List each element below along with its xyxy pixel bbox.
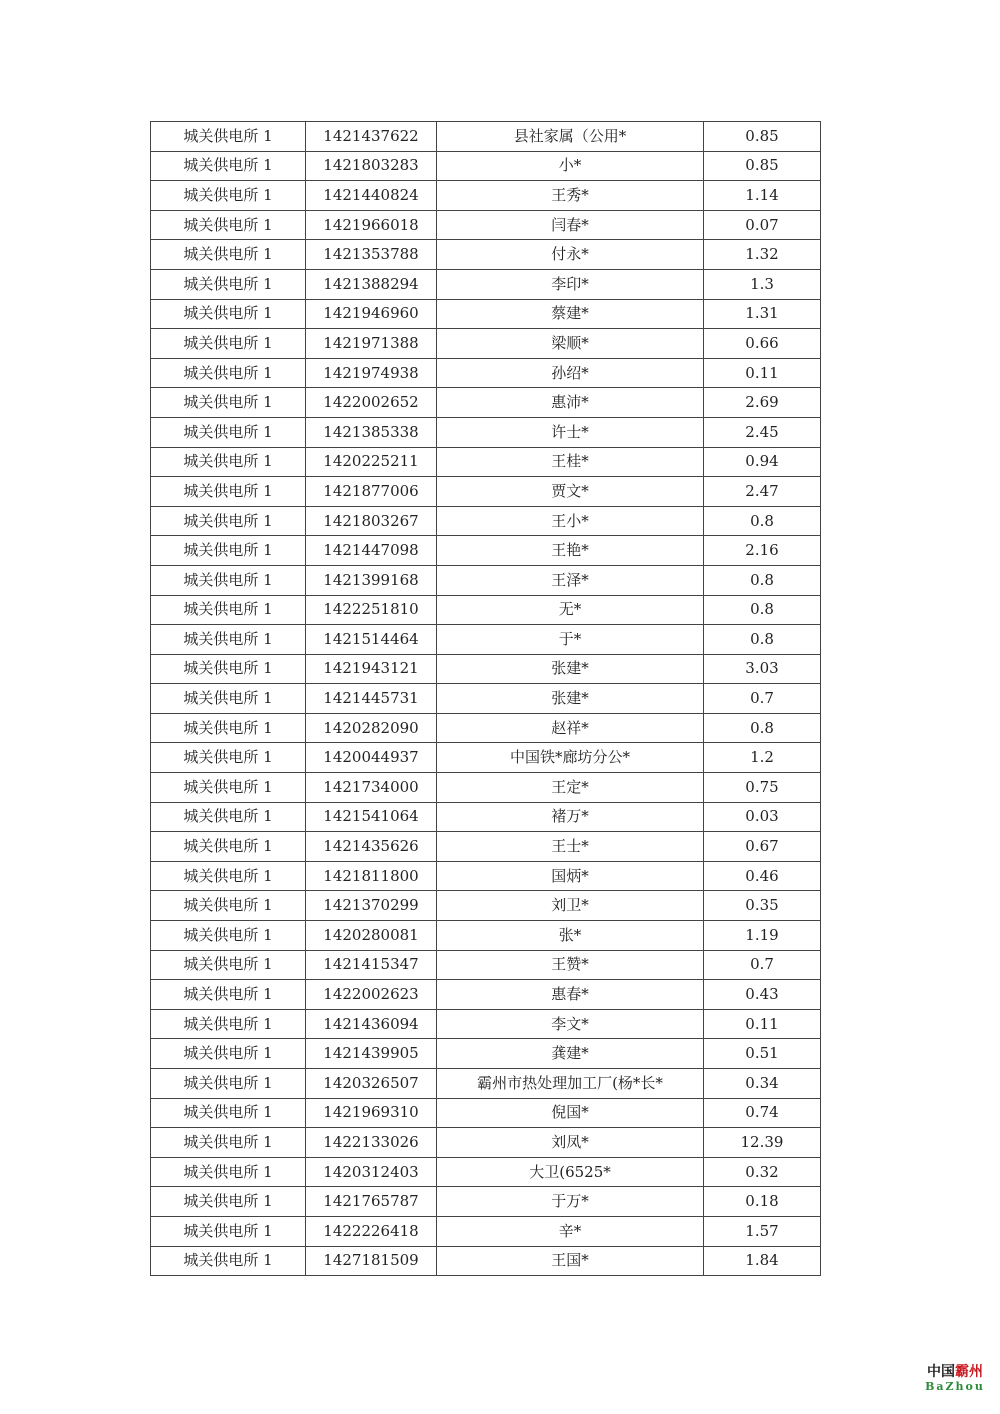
name-cell: 李文* xyxy=(437,1009,704,1039)
value-cell: 0.85 xyxy=(704,151,821,181)
value-cell: 0.94 xyxy=(704,447,821,477)
station-cell: 城关供电所 1 xyxy=(151,832,306,862)
account-cell: 1421445731 xyxy=(306,684,437,714)
account-cell: 1421388294 xyxy=(306,269,437,299)
table-row xyxy=(151,921,821,951)
name-cell: 无* xyxy=(437,595,704,625)
value-cell: 0.32 xyxy=(704,1157,821,1187)
value-cell: 0.46 xyxy=(704,861,821,891)
station-cell: 城关供电所 1 xyxy=(151,417,306,447)
account-cell: 1420326507 xyxy=(306,1069,437,1099)
name-cell: 王赞* xyxy=(437,950,704,980)
account-cell: 1421946960 xyxy=(306,299,437,329)
account-cell: 1420282090 xyxy=(306,713,437,743)
name-cell: 王秀* xyxy=(437,181,704,211)
name-cell: 王士* xyxy=(437,832,704,862)
name-cell: 蔡建* xyxy=(437,299,704,329)
name-cell: 县社家属（公用* xyxy=(437,122,704,152)
account-cell: 1422133026 xyxy=(306,1128,437,1158)
name-cell: 国炳* xyxy=(437,861,704,891)
account-cell: 1420312403 xyxy=(306,1157,437,1187)
account-cell: 1420280081 xyxy=(306,921,437,951)
station-cell: 城关供电所 1 xyxy=(151,1009,306,1039)
station-cell: 城关供电所 1 xyxy=(151,1098,306,1128)
station-cell: 城关供电所 1 xyxy=(151,713,306,743)
name-cell: 辛* xyxy=(437,1216,704,1246)
name-cell: 王艳* xyxy=(437,536,704,566)
table-row xyxy=(151,1069,821,1099)
name-cell: 付永* xyxy=(437,240,704,270)
table-row xyxy=(151,1216,821,1246)
table-row xyxy=(151,565,821,595)
station-cell: 城关供电所 1 xyxy=(151,654,306,684)
table-row xyxy=(151,980,821,1010)
value-cell: 12.39 xyxy=(704,1128,821,1158)
account-cell: 1421803283 xyxy=(306,151,437,181)
value-cell: 2.45 xyxy=(704,417,821,447)
name-cell: 梁顺* xyxy=(437,329,704,359)
table-row xyxy=(151,773,821,803)
table-row xyxy=(151,181,821,211)
value-cell: 3.03 xyxy=(704,654,821,684)
account-cell: 1421877006 xyxy=(306,477,437,507)
station-cell: 城关供电所 1 xyxy=(151,625,306,655)
value-cell: 0.11 xyxy=(704,358,821,388)
account-cell: 1421415347 xyxy=(306,950,437,980)
value-cell: 0.03 xyxy=(704,802,821,832)
table-row xyxy=(151,329,821,359)
name-cell: 倪国* xyxy=(437,1098,704,1128)
account-cell: 1421541064 xyxy=(306,802,437,832)
station-cell: 城关供电所 1 xyxy=(151,950,306,980)
station-cell: 城关供电所 1 xyxy=(151,595,306,625)
table-row xyxy=(151,1039,821,1069)
value-cell: 1.2 xyxy=(704,743,821,773)
account-cell: 1421969310 xyxy=(306,1098,437,1128)
station-cell: 城关供电所 1 xyxy=(151,181,306,211)
account-cell: 1421811800 xyxy=(306,861,437,891)
value-cell: 0.74 xyxy=(704,1098,821,1128)
value-cell: 0.34 xyxy=(704,1069,821,1099)
value-cell: 1.57 xyxy=(704,1216,821,1246)
station-cell: 城关供电所 1 xyxy=(151,1246,306,1276)
value-cell: 1.84 xyxy=(704,1246,821,1276)
account-cell: 1421440824 xyxy=(306,181,437,211)
value-cell: 2.47 xyxy=(704,477,821,507)
value-cell: 0.51 xyxy=(704,1039,821,1069)
station-cell: 城关供电所 1 xyxy=(151,240,306,270)
name-cell: 于万* xyxy=(437,1187,704,1217)
table-row xyxy=(151,625,821,655)
account-cell: 1421370299 xyxy=(306,891,437,921)
account-cell: 1421803267 xyxy=(306,506,437,536)
value-cell: 0.43 xyxy=(704,980,821,1010)
station-cell: 城关供电所 1 xyxy=(151,1128,306,1158)
station-cell: 城关供电所 1 xyxy=(151,891,306,921)
table-row xyxy=(151,122,821,152)
table-row xyxy=(151,151,821,181)
value-cell: 0.8 xyxy=(704,565,821,595)
station-cell: 城关供电所 1 xyxy=(151,536,306,566)
table-row xyxy=(151,891,821,921)
table-row xyxy=(151,832,821,862)
table-row xyxy=(151,210,821,240)
station-cell: 城关供电所 1 xyxy=(151,477,306,507)
station-cell: 城关供电所 1 xyxy=(151,565,306,595)
station-cell: 城关供电所 1 xyxy=(151,299,306,329)
value-cell: 2.69 xyxy=(704,388,821,418)
value-cell: 0.7 xyxy=(704,684,821,714)
account-cell: 1421436094 xyxy=(306,1009,437,1039)
account-cell: 1421514464 xyxy=(306,625,437,655)
table-row xyxy=(151,447,821,477)
account-cell: 1421435626 xyxy=(306,832,437,862)
value-cell: 1.14 xyxy=(704,181,821,211)
station-cell: 城关供电所 1 xyxy=(151,1157,306,1187)
table-row xyxy=(151,388,821,418)
account-cell: 1421437622 xyxy=(306,122,437,152)
name-cell: 贾文* xyxy=(437,477,704,507)
account-cell: 1422002623 xyxy=(306,980,437,1010)
value-cell: 0.11 xyxy=(704,1009,821,1039)
value-cell: 0.75 xyxy=(704,773,821,803)
account-cell: 1422002652 xyxy=(306,388,437,418)
value-cell: 0.8 xyxy=(704,713,821,743)
station-cell: 城关供电所 1 xyxy=(151,980,306,1010)
table-row xyxy=(151,299,821,329)
station-cell: 城关供电所 1 xyxy=(151,861,306,891)
account-cell: 1421974938 xyxy=(306,358,437,388)
account-cell: 1421734000 xyxy=(306,773,437,803)
account-cell: 1421353788 xyxy=(306,240,437,270)
station-cell: 城关供电所 1 xyxy=(151,269,306,299)
table-row xyxy=(151,713,821,743)
table-row xyxy=(151,950,821,980)
name-cell: 褚万* xyxy=(437,802,704,832)
table-row xyxy=(151,536,821,566)
name-cell: 李印* xyxy=(437,269,704,299)
name-cell: 张建* xyxy=(437,684,704,714)
watermark-part2: 霸州 xyxy=(955,1364,983,1380)
table-row xyxy=(151,1246,821,1276)
value-cell: 1.3 xyxy=(704,269,821,299)
account-cell: 1421943121 xyxy=(306,654,437,684)
value-cell: 0.18 xyxy=(704,1187,821,1217)
account-cell: 1421385338 xyxy=(306,417,437,447)
value-cell: 0.66 xyxy=(704,329,821,359)
table-row xyxy=(151,506,821,536)
table-row xyxy=(151,861,821,891)
value-cell: 2.16 xyxy=(704,536,821,566)
value-cell: 0.35 xyxy=(704,891,821,921)
name-cell: 王桂* xyxy=(437,447,704,477)
account-cell: 1421439905 xyxy=(306,1039,437,1069)
table-row xyxy=(151,595,821,625)
table-row xyxy=(151,1009,821,1039)
name-cell: 于* xyxy=(437,625,704,655)
table-row xyxy=(151,358,821,388)
table-row xyxy=(151,1157,821,1187)
value-cell: 0.07 xyxy=(704,210,821,240)
table-row xyxy=(151,269,821,299)
station-cell: 城关供电所 1 xyxy=(151,151,306,181)
station-cell: 城关供电所 1 xyxy=(151,1187,306,1217)
table-row xyxy=(151,240,821,270)
table-row xyxy=(151,1098,821,1128)
station-cell: 城关供电所 1 xyxy=(151,802,306,832)
station-cell: 城关供电所 1 xyxy=(151,210,306,240)
value-cell: 0.8 xyxy=(704,595,821,625)
name-cell: 刘卫* xyxy=(437,891,704,921)
table-row xyxy=(151,743,821,773)
station-cell: 城关供电所 1 xyxy=(151,122,306,152)
name-cell: 闫春* xyxy=(437,210,704,240)
site-watermark-logo xyxy=(922,1364,988,1394)
account-cell: 1427181509 xyxy=(306,1246,437,1276)
station-cell: 城关供电所 1 xyxy=(151,921,306,951)
account-cell: 1421966018 xyxy=(306,210,437,240)
table-row xyxy=(151,477,821,507)
station-cell: 城关供电所 1 xyxy=(151,743,306,773)
table-row xyxy=(151,417,821,447)
table-row xyxy=(151,802,821,832)
watermark-part1: 中国 xyxy=(927,1364,955,1380)
value-cell: 0.67 xyxy=(704,832,821,862)
name-cell: 王泽* xyxy=(437,565,704,595)
account-cell: 1422226418 xyxy=(306,1216,437,1246)
name-cell: 张建* xyxy=(437,654,704,684)
value-cell: 0.85 xyxy=(704,122,821,152)
watermark-latin: BaZhou xyxy=(925,1380,985,1393)
account-cell: 1421447098 xyxy=(306,536,437,566)
station-cell: 城关供电所 1 xyxy=(151,773,306,803)
name-cell: 赵祥* xyxy=(437,713,704,743)
account-cell: 1421399168 xyxy=(306,565,437,595)
account-cell: 1421971388 xyxy=(306,329,437,359)
account-cell: 1420044937 xyxy=(306,743,437,773)
name-cell: 龚建* xyxy=(437,1039,704,1069)
station-cell: 城关供电所 1 xyxy=(151,1069,306,1099)
account-cell: 1420225211 xyxy=(306,447,437,477)
table-row xyxy=(151,1128,821,1158)
station-cell: 城关供电所 1 xyxy=(151,329,306,359)
name-cell: 惠春* xyxy=(437,980,704,1010)
name-cell: 张* xyxy=(437,921,704,951)
name-cell: 许士* xyxy=(437,417,704,447)
watermark-title xyxy=(922,1364,988,1380)
station-cell: 城关供电所 1 xyxy=(151,506,306,536)
value-cell: 1.19 xyxy=(704,921,821,951)
station-cell: 城关供电所 1 xyxy=(151,1039,306,1069)
station-cell: 城关供电所 1 xyxy=(151,1216,306,1246)
data-table xyxy=(150,121,821,1276)
table-body xyxy=(151,122,821,1276)
name-cell: 王国* xyxy=(437,1246,704,1276)
station-cell: 城关供电所 1 xyxy=(151,388,306,418)
name-cell: 大卫(6525* xyxy=(437,1157,704,1187)
name-cell: 惠沛* xyxy=(437,388,704,418)
table-row xyxy=(151,654,821,684)
station-cell: 城关供电所 1 xyxy=(151,684,306,714)
name-cell: 小* xyxy=(437,151,704,181)
table-row xyxy=(151,1187,821,1217)
name-cell: 王小* xyxy=(437,506,704,536)
value-cell: 1.32 xyxy=(704,240,821,270)
account-cell: 1422251810 xyxy=(306,595,437,625)
name-cell: 霸州市热处理加工厂(杨*长* xyxy=(437,1069,704,1099)
value-cell: 0.8 xyxy=(704,506,821,536)
name-cell: 中国铁*廊坊分公* xyxy=(437,743,704,773)
table-row xyxy=(151,684,821,714)
station-cell: 城关供电所 1 xyxy=(151,447,306,477)
name-cell: 孙绍* xyxy=(437,358,704,388)
name-cell: 王定* xyxy=(437,773,704,803)
value-cell: 0.8 xyxy=(704,625,821,655)
value-cell: 1.31 xyxy=(704,299,821,329)
name-cell: 刘凤* xyxy=(437,1128,704,1158)
account-cell: 1421765787 xyxy=(306,1187,437,1217)
value-cell: 0.7 xyxy=(704,950,821,980)
station-cell: 城关供电所 1 xyxy=(151,358,306,388)
